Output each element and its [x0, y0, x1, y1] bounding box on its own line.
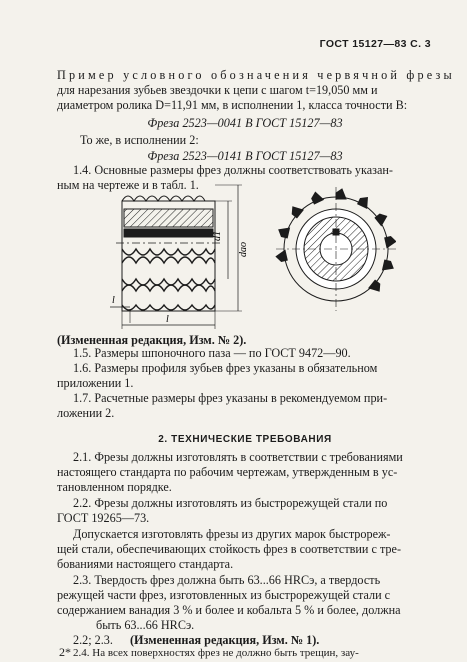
p16-line-2: приложении 1.	[57, 376, 134, 390]
p22b-line-2: щей стали, обеспечивающих стойкость фрез в соответствии с тре-	[57, 542, 401, 556]
p22b-line-1: Допускается изготовлять фрезы из других марок быстрореж-	[73, 527, 391, 541]
bore-band	[124, 229, 213, 237]
same-text: То же, в исполнении 2:	[80, 133, 199, 147]
p17-line-1: 1.7. Расчетные размеры фрез указаны в рекомендуемом при-	[73, 391, 388, 405]
amendment-1: (Измененная редакция, Изм. № 2).	[57, 333, 247, 347]
example-line-2: для нарезания зубьев звездочки к цепи с шагом t=19,050 мм и	[57, 83, 378, 97]
page-number: 2*	[59, 645, 71, 659]
designation-1: Фреза 2523—0041 В ГОСТ 15127—83	[147, 116, 343, 130]
hob-cutter-figure	[96, 183, 396, 338]
p22-line-1: 2.2. Фрезы должны изготовлять из быстрорежущей стали по	[73, 496, 388, 510]
p22b-line-3: бованиями настоящего стандарта.	[57, 557, 234, 571]
p17-line-2: ложении 2.	[57, 406, 115, 420]
page-header: ГОСТ 15127—83 С. 3	[319, 38, 431, 50]
p16-line-1: 1.6. Размеры профиля зубьев фрез указаны в обязательном	[73, 361, 378, 375]
p14-line-1: 1.4. Основные размеры фрез должны соответствовать указан-	[73, 163, 393, 177]
p24-line-1: 2.4. На всех поверхностях фрез не должно быть трещин, зау-	[73, 647, 359, 659]
p21-line-1: 2.1. Фрезы должны изготовлять в соответствии с требованиями	[73, 450, 403, 464]
dim-d1: d1	[212, 231, 223, 241]
p23-line-3: содержанием ванадия 3 % и более и кобальта 5 % и более, должна	[57, 603, 401, 617]
designation-2: Фреза 2523—0141 В ГОСТ 15127—83	[147, 149, 343, 163]
upper-hatch	[124, 209, 213, 227]
top-teeth	[122, 196, 205, 201]
hob-cutter-drawing	[96, 183, 396, 333]
dim-l-bottom: l	[166, 314, 169, 325]
p21-line-3: тановленном порядке.	[57, 480, 172, 494]
p21-line-2: настоящего стандарта по рабочим чертежам, утвержденным в ус-	[57, 465, 398, 479]
p23-line-2: режущей части фрез, изготовленных из быстрорежущей стали с	[57, 588, 391, 602]
example-line-1: Пример условного обозначения червячной фрезы	[57, 68, 455, 82]
example-line-3: диаметром ролика D=11,91 мм, в исполнении 1, класса точности B:	[57, 98, 408, 112]
dim-l-left: l	[112, 295, 115, 306]
amendment-2: (Измененная редакция, Изм. № 1).	[130, 633, 320, 647]
p22-line-2: ГОСТ 19265—73.	[57, 511, 150, 525]
section-2-heading: 2. ТЕХНИЧЕСКИЕ ТРЕБОВАНИЯ	[158, 434, 332, 445]
dim-dao: dao	[238, 242, 249, 257]
p15: 1.5. Размеры шпоночного паза — по ГОСТ 9472—90.	[73, 346, 351, 360]
p23-line-1: 2.3. Твердость фрез должна быть 63...66 HRCэ, а твердость	[73, 573, 381, 587]
front-view	[275, 187, 396, 311]
side-view	[110, 185, 242, 329]
p14-line-2: ным на чертеже и в табл. 1.	[57, 178, 199, 192]
amendment-2-prefix: 2.2; 2.3.	[73, 633, 113, 647]
p23-line-4: быть 63...66 HRCэ.	[96, 618, 195, 632]
